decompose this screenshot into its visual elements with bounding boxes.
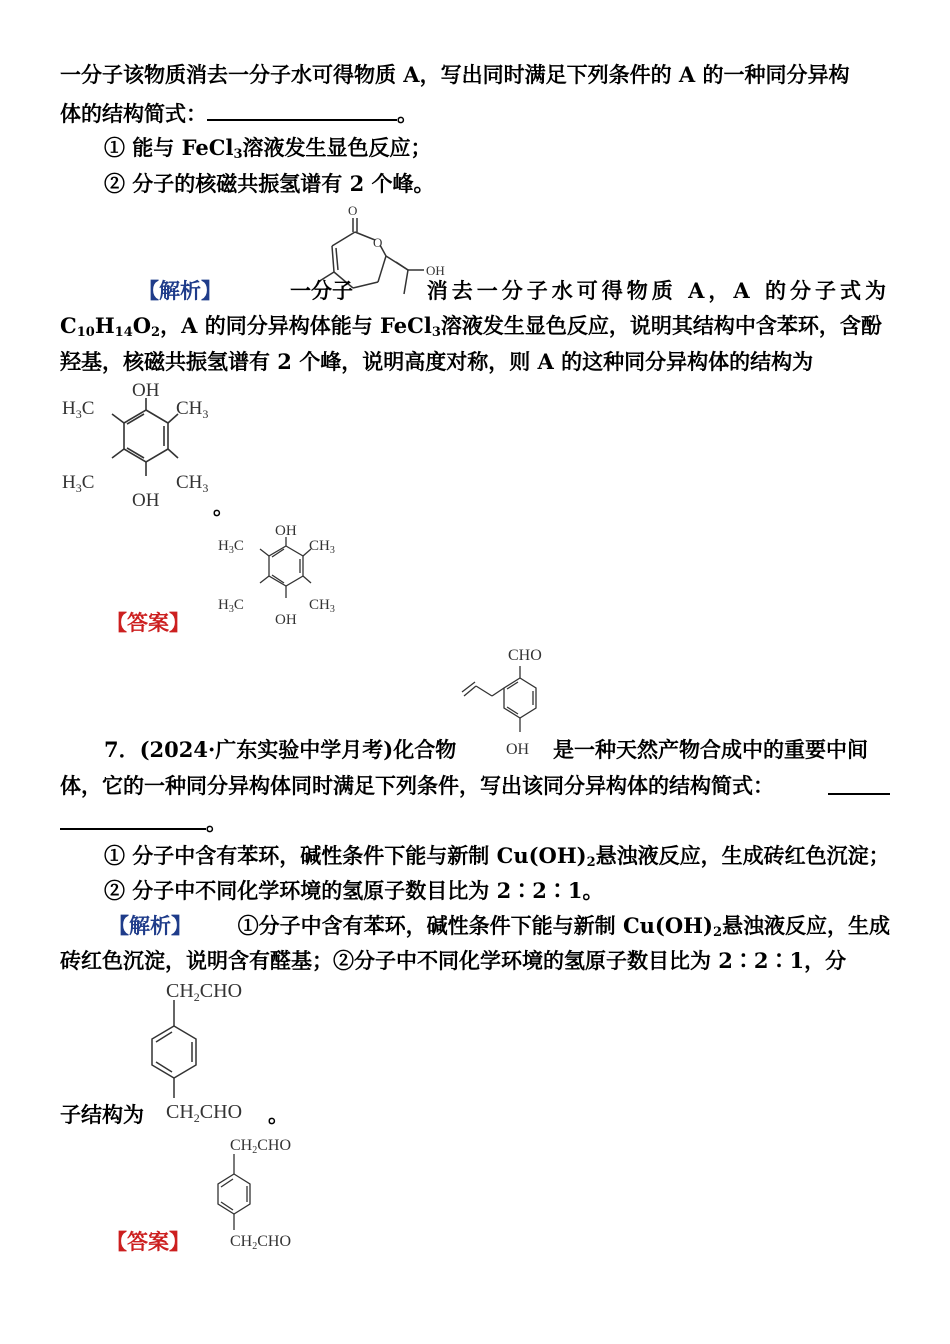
q7-analysis-line3: 子结构为: [60, 1102, 144, 1127]
svg-text:H3C: $H_3C$: [62, 472, 95, 495]
dialdehyde-molecule-large: [140, 972, 280, 1124]
q7-condition-1: ① 分子中含有苯环，碱性条件下能与新制 $Cu(OH)_2$悬浊液反应，生成砖红色沉淀；: [104, 843, 890, 870]
svg-text:CH2CHO: CH2CHO: [230, 1233, 292, 1252]
q7-line1: 7．(2024·广东实验中学月考)化合物: [104, 737, 457, 762]
q6-analysis-line2: $C_{10}H_{14}O_2$，A 的同分异构体能与 FeCl$_3$溶液发生显色反应，说明其结构中含苯环，含酚: [60, 313, 882, 340]
svg-text:CHO: CHO: [508, 647, 542, 664]
q6-analysis-line3: 羟基，核磁共振氢谱有 2 个峰，说明高度对称，则 A 的这种同分异构体的结构为: [60, 349, 814, 374]
carbonyl-oxygen: O: [348, 203, 358, 218]
period: 。: [213, 494, 234, 519]
svg-text:CH3: $CH_3$: [176, 472, 209, 495]
q7-molecule: [448, 640, 558, 760]
svg-text:CH2CHO: $CH_2CHO$: [166, 980, 243, 1004]
q7-answer-tag: 【答案】: [106, 1229, 190, 1254]
svg-text:CH2CHO: CH2CHO: [230, 1137, 292, 1156]
svg-text:OH: OH: [132, 380, 160, 401]
q7-line3: 。: [60, 806, 227, 838]
dialdehyde-molecule-small: [210, 1130, 330, 1256]
q7-condition-2: ② 分子中不同化学环境的氢原子数目比为 2∶2∶1。: [104, 878, 604, 903]
svg-text:OH: OH: [275, 523, 297, 539]
q6-analysis-line1: 【解析】 一分子 消去一分子水可得物质 A，A 的分子式为: [60, 276, 890, 306]
period-q7: 。: [268, 1102, 289, 1127]
q6-line1: 一分子该物质消去一分子水可得物质 A，写出同时满足下列条件的 A 的一种同分异构: [60, 62, 850, 87]
svg-text:H3C: $H_3C$: [62, 398, 95, 421]
answer-blank-b[interactable]: [60, 806, 206, 830]
q7-analysis-line2: 砖红色沉淀，说明含有醛基；②分子中不同化学环境的氢原子数目比为 2∶2∶1，分: [60, 948, 847, 973]
svg-text:CH3: $CH_3$: [309, 597, 335, 615]
q6-condition-2: ② 分子的核磁共振氢谱有 2 个峰。: [104, 171, 435, 196]
svg-text:CH3: $CH_3$: [309, 538, 335, 556]
svg-text:OH: OH: [506, 741, 530, 758]
phenol-molecule-large: [60, 378, 220, 518]
svg-text:H3C: $H_3C$: [218, 597, 244, 615]
answer-blank-a[interactable]: [828, 771, 890, 795]
q6-line2: 体的结构简式： 。: [60, 97, 418, 129]
q7-analysis-line1: 【解析】 ①分子中含有苯环，碱性条件下能与新制 $Cu(OH)_2$悬浊液反应，生成: [108, 913, 890, 940]
svg-text:CH2CHO: $CH_2CHO$: [166, 1101, 243, 1124]
phenol-molecule-small: [216, 520, 346, 632]
svg-text:CH3: $CH_3$: [176, 398, 209, 421]
analysis-tag: 【解析】: [138, 278, 222, 303]
q7-line2: 体，它的一种同分异构体同时满足下列条件，写出该同分异构体的结构简式：: [60, 771, 890, 801]
svg-text:H3C: $H_3C$: [218, 538, 244, 556]
q7-line1-b: 是一种天然产物合成中的重要中间: [553, 737, 868, 762]
svg-text:OH: OH: [132, 490, 160, 511]
ring-oxygen: O: [373, 235, 383, 250]
q6-answer-tag: 【答案】: [106, 610, 190, 635]
analysis-tag-q7: 【解析】: [108, 913, 192, 938]
q6-condition-1: ① 能与 FeCl$_3$溶液发生显色反应；: [104, 135, 432, 162]
svg-text:OH: OH: [275, 612, 297, 628]
hydroxyl-label: OH: [426, 263, 445, 278]
answer-blank[interactable]: [207, 97, 397, 121]
